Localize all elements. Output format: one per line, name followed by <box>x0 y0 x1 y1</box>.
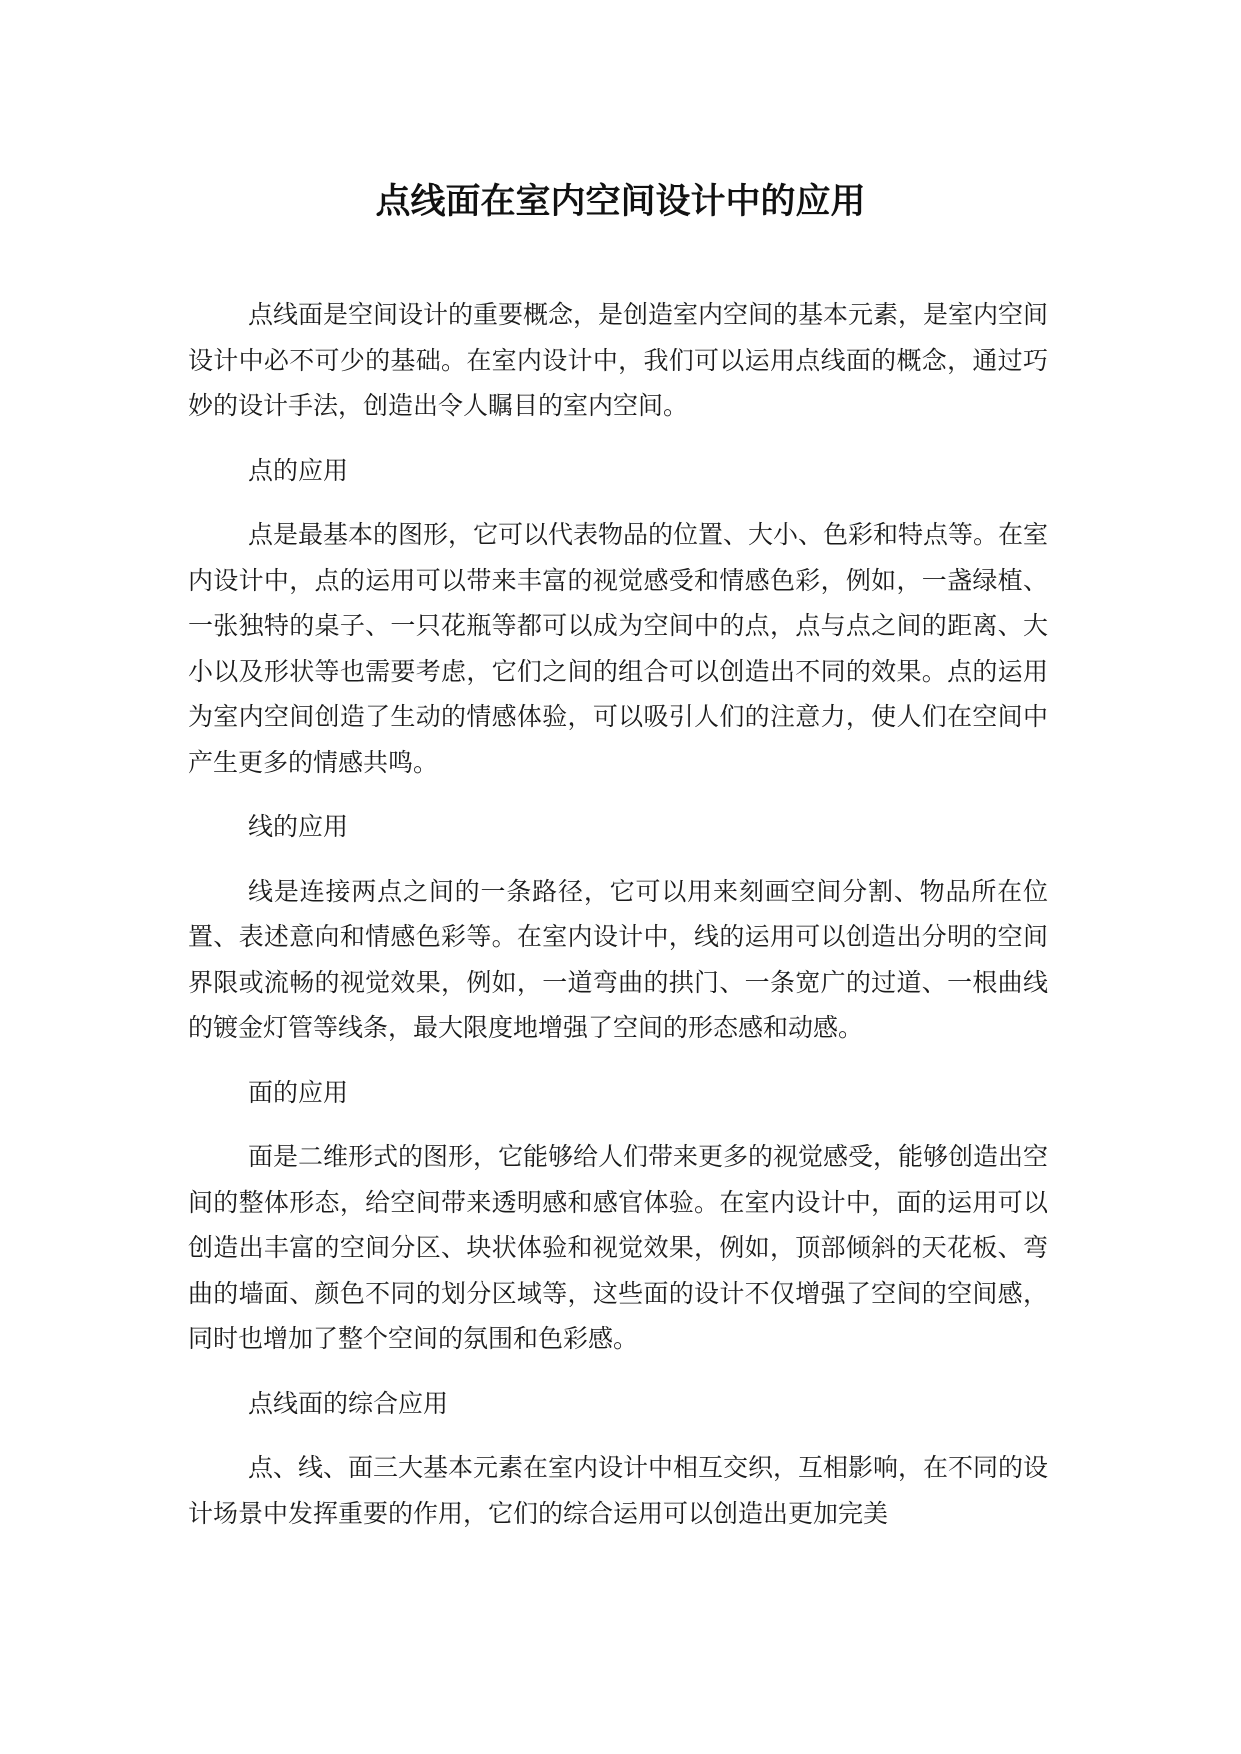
paragraph-gap <box>188 429 1048 448</box>
section-paragraph-point: 点是最基本的图形，它可以代表物品的位置、大小、色彩和特点等。在室内设计中，点的运用可以带来丰富的视觉感受和情感色彩，例如，一盏绿植、一张独特的桌子、一只花瓶等都可以成为空间中的点，点与点之间的距离、大小以及形状等也需要考虑，它们之间的组合可以创造出不同的效果。点的运用为室内空间创造了生动的情感体验，可以吸引人们的注意力，使人们在空间中产生更多的情感共鸣。 <box>188 520 1049 777</box>
section-paragraph-plane: 面是二维形式的图形，它能够给人们带来更多的视觉感受，能够创造出空间的整体形态，给空间带来透明感和感官体验。在室内设计中，面的运用可以创造出丰富的空间分区、块状体验和视觉效果，例如，顶部倾斜的天花板、弯曲的墙面、颜色不同的划分区域等，这些面的设计不仅增强了空间的空间感，同时也增加了整个空间的氛围和色彩感。 <box>188 1142 1049 1353</box>
intro-paragraph: 点线面是空间设计的重要概念，是创造室内空间的基本元素，是室内空间设计中必不可少的基础。在室内设计中，我们可以运用点线面的概念，通过巧妙的设计手法，创造出令人瞩目的室内空间。 <box>188 300 1049 420</box>
section-heading-combined: 点线面的综合应用 <box>248 1388 449 1418</box>
section-paragraph-combined: 点、线、面三大基本元素在室内设计中相互交织，互相影响，在不同的设计场景中发挥重要的作用，它们的综合运用可以创造出更加完美 <box>188 1453 1049 1528</box>
paragraph-gap <box>188 850 1048 869</box>
section-heading-line: 线的应用 <box>248 812 349 841</box>
paragraph-gap <box>188 1051 1048 1070</box>
section-heading-plane: 面的应用 <box>248 1077 349 1107</box>
section-heading-point: 点的应用 <box>248 455 349 485</box>
paragraph-gap <box>188 1362 1048 1381</box>
document-body <box>188 292 1048 1536</box>
paragraph-gap <box>188 1115 1048 1134</box>
paragraph-gap <box>188 1426 1048 1445</box>
document-title: 点线面在室内空间设计中的应用 <box>375 182 866 222</box>
paragraph-gap <box>188 785 1048 804</box>
paragraph-gap <box>188 493 1048 512</box>
section-paragraph-line: 线是连接两点之间的一条路径，它可以用来刻画空间分割、物品所在位置、表述意向和情感色彩等。在室内设计中，线的运用可以创造出分明的空间界限或流畅的视觉效果，例如，一道弯曲的拱门、一条宽广的过道、一根曲线的镀金灯管等线条，最大限度地增强了空间的形态感和动感。 <box>188 876 1048 1042</box>
